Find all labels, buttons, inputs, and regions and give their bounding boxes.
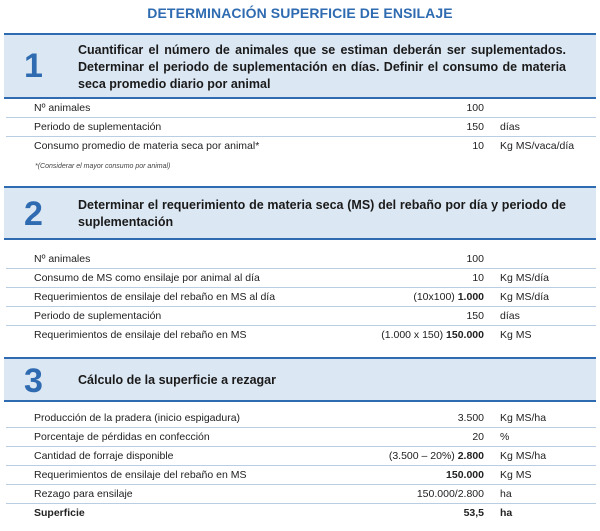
row-value: 10 <box>472 272 484 284</box>
row-label: Nº animales <box>34 102 91 114</box>
row-label: Consumo promedio de materia seca por animal* <box>34 140 260 152</box>
row-label: Consumo de MS como ensilaje por animal al día <box>34 272 260 284</box>
table-row <box>6 308 596 326</box>
table-row <box>6 251 596 269</box>
section-1-header <box>4 33 596 99</box>
row-unit: Kg MS/día <box>500 272 550 284</box>
row-value: (10x100) 1.000 <box>413 291 484 303</box>
table-row <box>6 486 596 504</box>
row-value: 150.000 <box>446 469 484 481</box>
row-unit: Kg MS/ha <box>500 450 547 462</box>
row-unit: Kg MS <box>500 329 532 341</box>
table-row <box>6 138 596 156</box>
section-heading: Cálculo de la superficie a rezagar <box>78 373 276 387</box>
section-heading: Determinar el requerimiento de materia seca (MS) del rebaño por día y periodo de suplementación <box>78 198 566 229</box>
table-row <box>6 100 596 118</box>
row-value: 20 <box>472 431 484 443</box>
row-value: 100 <box>466 253 484 265</box>
row-label: Requerimientos de ensilaje del rebaño en MS al día <box>34 291 276 303</box>
footnote: *(Considerar el mayor consumo por animal) <box>35 163 171 170</box>
row-value: 150 <box>466 310 484 322</box>
row-label: Porcentaje de pérdidas en confección <box>34 431 210 443</box>
section-heading: Cuantificar el número de animales que se estiman deberán ser suplementados. Determinar el periodo de suplementación en días. Definir el consumo de materia seca promedio diario por animal <box>78 43 566 91</box>
row-value: 150.000/2.800 <box>416 488 484 500</box>
row-label: Superficie <box>34 507 85 519</box>
row-label: Requerimientos de ensilaje del rebaño en MS <box>34 469 247 481</box>
section-number: 3 <box>24 362 43 400</box>
table-row <box>6 327 596 345</box>
row-value: 53,5 <box>463 507 484 519</box>
row-unit: % <box>500 431 510 443</box>
row-label: Requerimientos de ensilaje del rebaño en MS <box>34 329 247 341</box>
row-label: Rezago para ensilaje <box>34 488 133 500</box>
section-3-header <box>4 357 596 402</box>
row-unit: Kg MS/vaca/día <box>500 140 575 152</box>
table-row <box>6 119 596 137</box>
page-title: DETERMINACIÓN SUPERFICIE DE ENSILAJE <box>147 5 453 21</box>
section-2-header <box>4 186 596 240</box>
table-row <box>6 467 596 485</box>
row-value: 10 <box>472 140 484 152</box>
row-unit: Kg MS/día <box>500 291 550 303</box>
section-number: 1 <box>24 47 43 85</box>
row-value: 3.500 <box>457 412 484 424</box>
row-label: Producción de la pradera (inicio espigadura) <box>34 412 241 424</box>
row-unit: Kg MS/ha <box>500 412 547 424</box>
row-label: Periodo de suplementación <box>34 310 162 322</box>
section-number: 2 <box>24 195 43 233</box>
row-unit: ha <box>500 488 512 500</box>
table-row <box>6 289 596 307</box>
row-value: 100 <box>466 102 484 114</box>
row-value: (3.500 – 20%) 2.800 <box>388 450 484 462</box>
row-unit: ha <box>500 507 513 519</box>
row-unit: días <box>500 310 520 322</box>
row-label: Periodo de suplementación <box>34 121 162 133</box>
row-unit: días <box>500 121 520 133</box>
table-row-total <box>6 505 596 523</box>
row-value: (1.000 x 150) 150.000 <box>381 329 484 341</box>
table-row <box>6 429 596 447</box>
row-label: Cantidad de forraje disponible <box>34 450 174 462</box>
table-row <box>6 410 596 428</box>
table-row <box>6 270 596 288</box>
row-label: Nº animales <box>34 253 91 265</box>
row-unit: Kg MS <box>500 469 532 481</box>
row-value: 150 <box>466 121 484 133</box>
table-row <box>6 448 596 466</box>
